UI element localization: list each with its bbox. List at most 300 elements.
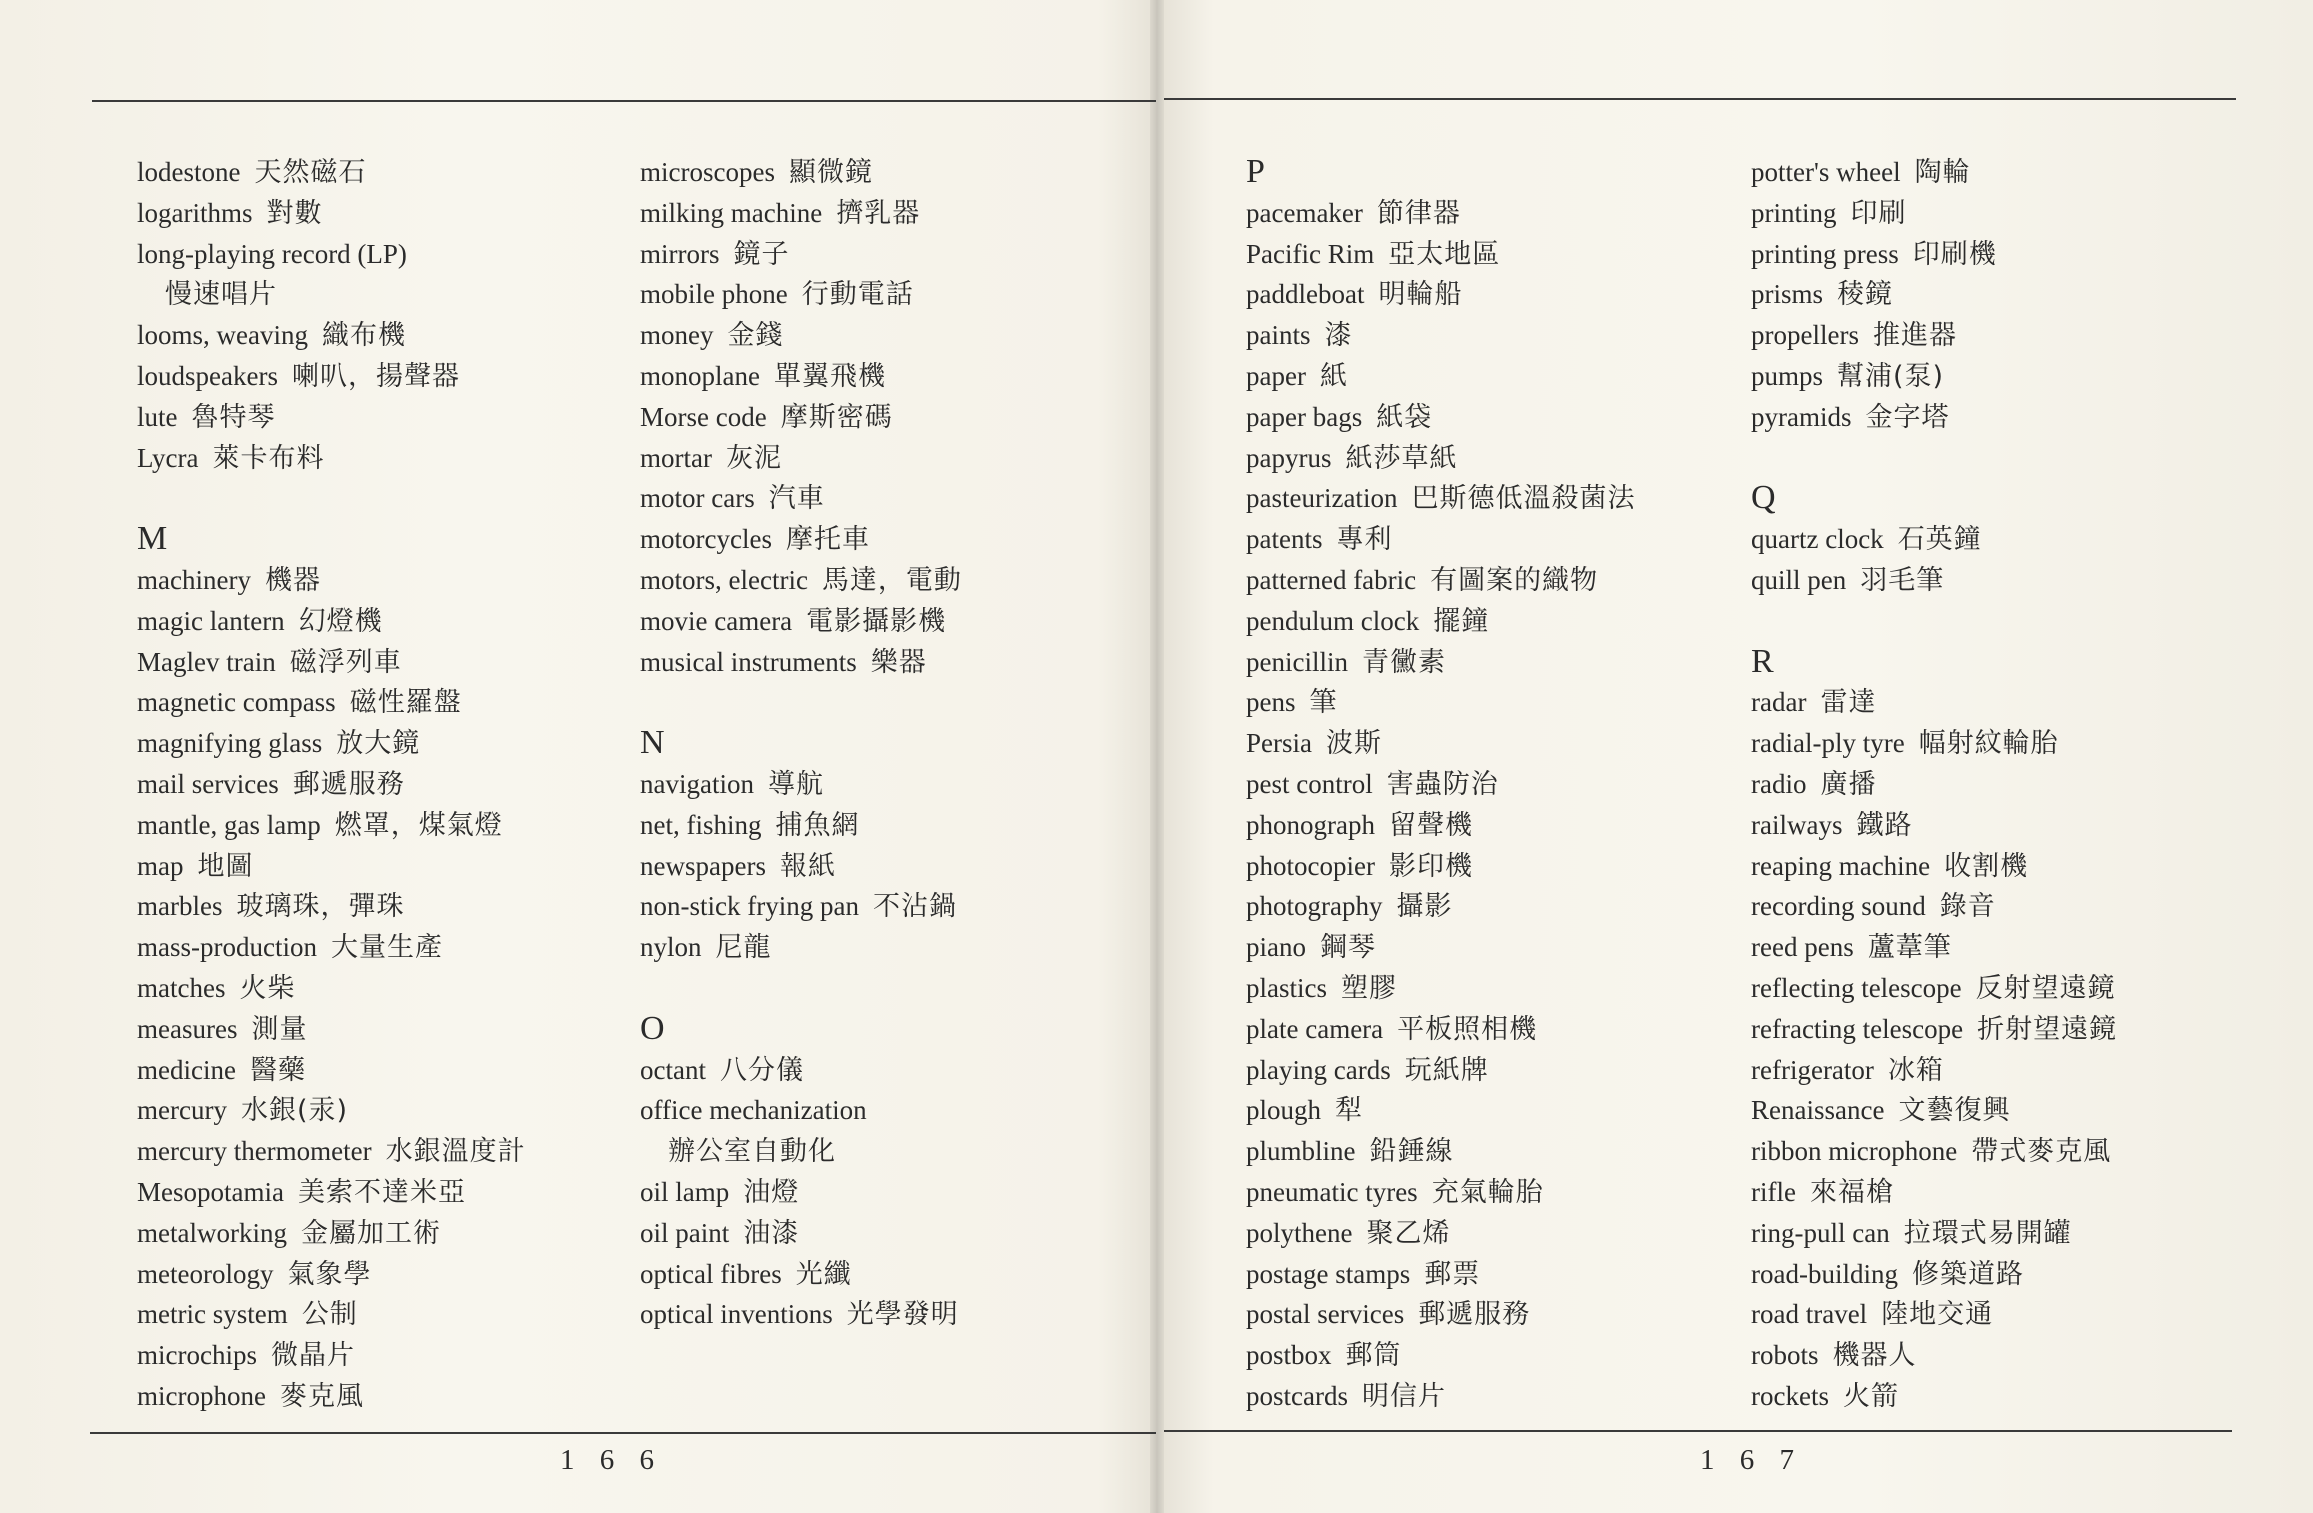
index-term-chinese: 火柴 — [239, 972, 296, 1004]
index-term-english: loudspeakers — [137, 360, 278, 391]
index-term-english: postage stamps — [1246, 1258, 1411, 1289]
index-entry — [1246, 927, 1726, 968]
index-term-english: logarithms — [137, 197, 253, 228]
index-term-chinese: 光學發明 — [846, 1299, 959, 1331]
index-term-chinese: 留聲機 — [1388, 809, 1473, 841]
index-term-english: robots — [1751, 1340, 1819, 1371]
index-term-english: mercury — [137, 1095, 227, 1126]
index-term-english: rifle — [1751, 1176, 1796, 1207]
index-term-english: Pacific Rim — [1246, 238, 1375, 269]
index-term-chinese: 水銀溫度計 — [385, 1136, 526, 1168]
index-term-english: movie camera — [640, 605, 793, 636]
index-entry — [1751, 519, 2231, 560]
index-term-english: map — [137, 850, 184, 881]
index-entry — [137, 723, 617, 764]
index-entry — [1751, 1376, 2231, 1417]
index-term-english: refracting telescope — [1751, 1013, 1964, 1044]
index-entry — [1751, 193, 2231, 234]
index-column-1 — [137, 152, 617, 1417]
index-entry — [137, 1376, 617, 1417]
index-term-english: measures — [137, 1013, 238, 1044]
index-entry — [1751, 234, 2231, 275]
index-term-english: lodestone — [137, 157, 241, 187]
index-entry — [1246, 1050, 1726, 1091]
index-term-chinese: 行動電話 — [801, 279, 914, 311]
index-term-english: propellers — [1751, 320, 1859, 351]
index-term-chinese: 氣象學 — [287, 1258, 372, 1290]
index-term-english: piano — [1246, 932, 1306, 963]
index-term-chinese: 不沾鍋 — [872, 891, 957, 923]
index-term-chinese: 電影攝影機 — [806, 605, 947, 637]
index-entry — [1246, 1090, 1726, 1131]
section-gap — [1751, 601, 2231, 642]
index-term-chinese: 天然磁石 — [254, 157, 367, 188]
index-entry — [1246, 193, 1726, 234]
index-term-english: pyramids — [1751, 401, 1852, 432]
index-term-english: rockets — [1751, 1380, 1829, 1411]
index-term-english: plate camera — [1246, 1013, 1384, 1044]
index-term-chinese: 擠乳器 — [836, 197, 921, 229]
index-term-chinese: 捕魚網 — [775, 809, 860, 841]
index-entry — [1751, 1294, 2231, 1335]
index-entry — [137, 1090, 617, 1131]
index-column-4 — [1751, 152, 2231, 1417]
index-entry — [1246, 682, 1726, 723]
index-entry — [137, 560, 617, 601]
index-entry — [1246, 356, 1726, 397]
index-term-chinese: 平板照相機 — [1397, 1013, 1538, 1045]
index-term-english: quartz clock — [1751, 524, 1884, 555]
index-entry — [1751, 764, 2231, 805]
index-term-chinese: 幅射紋輪胎 — [1918, 728, 2059, 760]
index-term-chinese: 單翼飛機 — [773, 360, 886, 392]
index-entry — [1751, 1254, 2231, 1295]
index-term-english: reaping machine — [1751, 850, 1931, 881]
index-term-english: radio — [1751, 768, 1807, 799]
index-term-chinese: 雷達 — [1820, 687, 1877, 719]
index-term-english: pasteurization — [1246, 483, 1398, 514]
index-term-chinese: 尼龍 — [715, 932, 772, 964]
index-term-english: pumps — [1751, 360, 1824, 391]
index-term-english: radar — [1751, 687, 1807, 718]
index-term-english: ribbon microphone — [1751, 1136, 1958, 1167]
index-term-english: road travel — [1751, 1299, 1868, 1330]
index-term-chinese: 汽車 — [768, 483, 825, 515]
index-entry — [1751, 682, 2231, 723]
index-term-chinese: 紙袋 — [1376, 401, 1433, 433]
index-term-english: musical instruments — [640, 646, 857, 677]
index-entry — [1751, 1335, 2231, 1376]
index-term-english: prisms — [1751, 279, 1824, 310]
index-term-english: office mechanization — [640, 1095, 867, 1126]
index-term-english: metalworking — [137, 1217, 287, 1248]
index-entry — [137, 274, 617, 315]
index-term-chinese: 油燈 — [743, 1176, 800, 1208]
index-entry — [1751, 723, 2231, 764]
index-entry — [1751, 397, 2231, 438]
index-term-chinese: 稜鏡 — [1837, 279, 1894, 311]
index-column-3 — [1246, 152, 1726, 1417]
index-entry — [640, 315, 1120, 356]
index-term-english: plough — [1246, 1095, 1322, 1126]
index-term-chinese: 玩紙牌 — [1404, 1054, 1489, 1086]
index-entry — [1246, 968, 1726, 1009]
index-term-english: railways — [1751, 809, 1843, 840]
index-term-chinese: 金屬加工術 — [300, 1217, 441, 1249]
index-term-english: matches — [137, 972, 226, 1003]
index-term-english: postcards — [1246, 1380, 1348, 1411]
index-term-chinese: 幻燈機 — [298, 605, 383, 637]
index-entry — [137, 1213, 617, 1254]
index-entry — [137, 764, 617, 805]
index-term-chinese: 廣播 — [1820, 768, 1877, 800]
index-term-english: patterned fabric — [1246, 564, 1417, 595]
index-term-english: photography — [1246, 891, 1383, 922]
index-term-english: mail services — [137, 768, 279, 799]
index-entry — [137, 1172, 617, 1213]
index-term-english: road-building — [1751, 1258, 1898, 1289]
index-entry — [1751, 560, 2231, 601]
index-entry — [1246, 886, 1726, 927]
index-term-english: refrigerator — [1751, 1054, 1874, 1085]
index-entry — [137, 886, 617, 927]
index-term-chinese: 漆 — [1324, 320, 1353, 352]
index-entry — [1246, 1213, 1726, 1254]
index-term-chinese: 郵遞服務 — [292, 768, 405, 800]
index-entry — [1246, 805, 1726, 846]
index-term-chinese: 喇叭，揚聲器 — [291, 360, 460, 392]
index-term-chinese: 測量 — [251, 1013, 308, 1045]
index-entry — [640, 1294, 1120, 1335]
index-term-english: mirrors — [640, 238, 720, 269]
index-entry — [1246, 438, 1726, 479]
index-term-english: non-stick frying pan — [640, 891, 859, 922]
index-term-english: polythene — [1246, 1217, 1353, 1248]
index-entry — [137, 193, 617, 234]
index-entry — [640, 234, 1120, 275]
index-term-english: Lycra — [137, 442, 199, 473]
index-entry — [640, 397, 1120, 438]
index-entry — [640, 886, 1120, 927]
index-term-chinese: 有圖案的織物 — [1430, 564, 1599, 596]
header-rule-right — [1164, 98, 2236, 100]
index-entry — [1246, 642, 1726, 683]
index-entry — [137, 438, 617, 479]
index-term-english: metric system — [137, 1299, 288, 1330]
section-gap — [640, 968, 1120, 1009]
index-entry — [1751, 1213, 2231, 1254]
index-entry — [1751, 1050, 2231, 1091]
index-entry — [1246, 764, 1726, 805]
index-term-english: pneumatic tyres — [1246, 1176, 1418, 1207]
page-number-left: 1 6 6 — [560, 1444, 663, 1476]
index-entry — [640, 1090, 1120, 1131]
index-term-chinese: 磁浮列車 — [289, 646, 402, 678]
index-term-chinese: 青黴素 — [1361, 646, 1446, 678]
index-term-chinese: 巴斯德低溫殺菌法 — [1411, 483, 1636, 515]
index-entry — [1246, 1172, 1726, 1213]
index-entry — [640, 1254, 1120, 1295]
index-term-chinese: 磁性羅盤 — [349, 687, 462, 719]
index-entry — [1751, 356, 2231, 397]
index-term-english: paddleboat — [1246, 279, 1365, 310]
index-entry — [137, 601, 617, 642]
index-term-chinese: 鐵路 — [1856, 809, 1913, 841]
section-gap — [137, 478, 617, 519]
index-term-english: money — [640, 320, 714, 351]
index-entry — [1751, 1172, 2231, 1213]
index-term-english: reed pens — [1751, 932, 1854, 963]
index-entry — [640, 1050, 1120, 1091]
index-term-english: optical inventions — [640, 1299, 833, 1330]
index-term-english: Mesopotamia — [137, 1176, 284, 1207]
index-entry — [640, 560, 1120, 601]
index-term-chinese: 推進器 — [1872, 320, 1957, 352]
index-term-chinese: 玻璃珠，彈珠 — [236, 891, 405, 923]
footer-rule-left — [90, 1432, 1156, 1434]
index-term-chinese: 亞太地區 — [1388, 238, 1501, 270]
index-column-2 — [640, 152, 1120, 1335]
index-entry — [1246, 274, 1726, 315]
index-term-english: postal services — [1246, 1299, 1405, 1330]
index-term-chinese: 萊卡布料 — [212, 442, 325, 474]
index-term-english: ring-pull can — [1751, 1217, 1890, 1248]
index-term-chinese: 來福槍 — [1809, 1176, 1894, 1208]
index-entry — [1751, 274, 2231, 315]
index-term-chinese: 導航 — [767, 768, 824, 800]
index-term-chinese: 折射望遠鏡 — [1977, 1013, 2118, 1045]
index-term-chinese: 放大鏡 — [336, 728, 421, 760]
index-term-english: motors, electric — [640, 564, 808, 595]
index-term-english: potter's wheel — [1751, 157, 1901, 187]
index-term-chinese: 微晶片 — [270, 1340, 355, 1372]
index-term-chinese: 錄音 — [1939, 891, 1996, 923]
index-term-chinese: 專利 — [1336, 524, 1393, 556]
section-letter: R — [1751, 642, 1774, 680]
index-term-chinese: 聚乙烯 — [1366, 1217, 1451, 1249]
index-entry — [1246, 1009, 1726, 1050]
index-term-chinese: 明輪船 — [1378, 279, 1463, 311]
index-term-english: microscopes — [640, 157, 775, 187]
index-term-english: monoplane — [640, 360, 760, 391]
section-letter: M — [137, 520, 168, 558]
section-letter: O — [640, 1009, 665, 1047]
index-term-english: patents — [1246, 524, 1323, 555]
index-entry — [1751, 968, 2231, 1009]
index-entry — [1246, 560, 1726, 601]
index-entry — [1751, 1009, 2231, 1050]
index-term-chinese: 反射望遠鏡 — [1975, 972, 2116, 1004]
index-term-chinese: 犁 — [1335, 1095, 1364, 1127]
index-entry — [137, 927, 617, 968]
index-term-chinese: 摩斯密碼 — [780, 401, 893, 433]
book-gutter — [1150, 0, 1164, 1513]
index-term-english: net, fishing — [640, 809, 762, 840]
index-term-chinese: 美索不達米亞 — [297, 1176, 466, 1208]
index-term-chinese: 鋼琴 — [1320, 932, 1376, 964]
index-entry — [1246, 478, 1726, 519]
index-term-english: mercury thermometer — [137, 1136, 372, 1167]
index-term-chinese: 報紙 — [779, 850, 836, 882]
index-entry — [137, 152, 617, 193]
index-entry — [1246, 234, 1726, 275]
index-term-english: playing cards — [1246, 1054, 1391, 1085]
index-term-chinese: 金錢 — [727, 320, 784, 352]
index-entry — [1246, 1376, 1726, 1417]
index-entry — [137, 1009, 617, 1050]
index-entry — [640, 1172, 1120, 1213]
index-term-chinese: 機器 — [264, 564, 321, 596]
index-term-chinese: 郵票 — [1424, 1258, 1481, 1290]
index-entry — [137, 846, 617, 887]
index-term-english: octant — [640, 1054, 706, 1085]
index-term-english: Persia — [1246, 728, 1312, 759]
index-entry — [640, 193, 1120, 234]
index-entry — [640, 438, 1120, 479]
index-term-chinese: 陶輪 — [1914, 157, 1971, 188]
index-term-english: newspapers — [640, 850, 766, 881]
index-term-chinese: 鏡子 — [733, 238, 790, 270]
index-term-english: plastics — [1246, 972, 1327, 1003]
index-term-chinese: 攝影 — [1396, 891, 1453, 923]
index-term-english: radial-ply tyre — [1751, 728, 1905, 759]
index-entry — [137, 1254, 617, 1295]
index-term-english: paints — [1246, 320, 1311, 351]
index-term-english: nylon — [640, 932, 702, 963]
index-term-chinese: 羽毛筆 — [1860, 564, 1945, 596]
section-gap — [1751, 438, 2231, 479]
index-entry — [1246, 601, 1726, 642]
index-term-chinese: 幫浦(泵) — [1837, 360, 1945, 392]
section-letter: N — [640, 724, 665, 762]
index-entry — [640, 642, 1120, 683]
index-term-english: phonograph — [1246, 809, 1375, 840]
index-entry — [1751, 927, 2231, 968]
index-term-chinese: 郵筒 — [1345, 1340, 1402, 1372]
index-term-english: quill pen — [1751, 564, 1847, 595]
index-term-chinese: 收割機 — [1944, 850, 2029, 882]
index-entry — [1751, 152, 2231, 193]
index-term-chinese: 紙 — [1319, 360, 1348, 392]
index-entry — [137, 397, 617, 438]
index-entry — [137, 1294, 617, 1335]
index-term-chinese: 郵遞服務 — [1418, 1299, 1531, 1331]
index-term-english: motor cars — [640, 483, 755, 514]
index-entry — [640, 1131, 1120, 1172]
index-term-chinese: 馬達，電動 — [821, 564, 962, 596]
index-term-chinese: 水銀(汞) — [240, 1095, 349, 1127]
index-term-english: papyrus — [1246, 442, 1332, 473]
index-term-chinese: 印刷機 — [1912, 238, 1997, 270]
index-term-chinese: 摩托車 — [785, 524, 870, 556]
index-term-english: mobile phone — [640, 279, 788, 310]
index-entry — [1751, 846, 2231, 887]
section-gap — [640, 682, 1120, 723]
index-term-english: pens — [1246, 687, 1296, 718]
index-term-english: penicillin — [1246, 646, 1348, 677]
index-entry — [137, 642, 617, 683]
index-term-chinese: 地圖 — [197, 850, 254, 882]
index-entry — [1246, 397, 1726, 438]
index-term-chinese: 鉛錘線 — [1369, 1136, 1454, 1168]
index-term-chinese: 麥克風 — [279, 1380, 364, 1412]
index-term-chinese: 大量生產 — [330, 932, 443, 964]
index-term-english: magic lantern — [137, 605, 285, 636]
index-term-chinese: 火箭 — [1842, 1380, 1899, 1412]
index-term-english: printing press — [1751, 238, 1899, 269]
index-term-english: Maglev train — [137, 646, 276, 677]
index-term-chinese: 金字塔 — [1865, 401, 1950, 433]
index-term-chinese: 公制 — [301, 1299, 358, 1331]
index-term-english: pendulum clock — [1246, 605, 1420, 636]
index-entry — [137, 234, 617, 275]
index-term-english: optical fibres — [640, 1258, 782, 1289]
index-term-chinese: 明信片 — [1361, 1380, 1446, 1412]
index-term-chinese: 蘆葦筆 — [1867, 932, 1952, 964]
index-term-english: medicine — [137, 1054, 236, 1085]
index-entry — [1246, 315, 1726, 356]
index-term-english: oil paint — [640, 1217, 730, 1248]
index-term-chinese: 印刷 — [1850, 197, 1907, 229]
index-entry — [137, 1131, 617, 1172]
index-term-chinese: 紙莎草紙 — [1345, 442, 1458, 474]
index-entry — [137, 805, 617, 846]
index-entry — [640, 519, 1120, 560]
index-term-chinese: 波斯 — [1325, 728, 1382, 760]
index-term-english: lute — [137, 401, 178, 432]
index-entry — [1751, 886, 2231, 927]
section-letter: Q — [1751, 479, 1776, 517]
index-entry — [640, 846, 1120, 887]
index-term-english: reflecting telescope — [1751, 972, 1962, 1003]
index-term-chinese: 機器人 — [1832, 1340, 1917, 1372]
index-term-chinese: 灰泥 — [725, 442, 782, 474]
index-term-chinese: 樂器 — [870, 646, 927, 678]
index-term-english: motorcycles — [640, 524, 772, 555]
index-term-chinese: 影印機 — [1388, 850, 1473, 882]
index-term-chinese: 陸地交通 — [1881, 1299, 1994, 1331]
index-term-chinese: 八分儀 — [719, 1054, 804, 1086]
index-term-chinese: 醫藥 — [249, 1054, 306, 1086]
index-term-chinese: 擺鐘 — [1433, 605, 1490, 637]
index-term-chinese: 油漆 — [743, 1217, 800, 1249]
index-term-chinese: 對數 — [266, 197, 323, 229]
index-term-chinese: 拉環式易開罐 — [1903, 1217, 2072, 1249]
index-term-english: looms, weaving — [137, 320, 308, 351]
index-term-english: magnifying glass — [137, 728, 323, 759]
index-term-chinese: 害蟲防治 — [1386, 768, 1499, 800]
index-entry — [640, 152, 1120, 193]
index-entry — [1751, 315, 2231, 356]
index-term-english: oil lamp — [640, 1176, 730, 1207]
index-entry — [137, 356, 617, 397]
index-entry — [137, 1050, 617, 1091]
index-term-english: microphone — [137, 1380, 266, 1411]
index-term-chinese: 節律器 — [1376, 197, 1461, 229]
index-term-chinese: 修築道路 — [1911, 1258, 2024, 1290]
index-term-chinese: 筆 — [1309, 687, 1338, 719]
index-entry — [1751, 1090, 2231, 1131]
index-term-chinese: 辦公室自動化 — [668, 1136, 836, 1168]
index-term-english: marbles — [137, 891, 223, 922]
index-term-english: mortar — [640, 442, 712, 473]
index-term-english: navigation — [640, 768, 754, 799]
index-term-chinese: 石英鐘 — [1897, 524, 1982, 556]
index-term-english: milking machine — [640, 197, 823, 228]
index-term-english: plumbline — [1246, 1136, 1356, 1167]
index-entry — [1246, 1131, 1726, 1172]
index-entry — [1246, 1335, 1726, 1376]
